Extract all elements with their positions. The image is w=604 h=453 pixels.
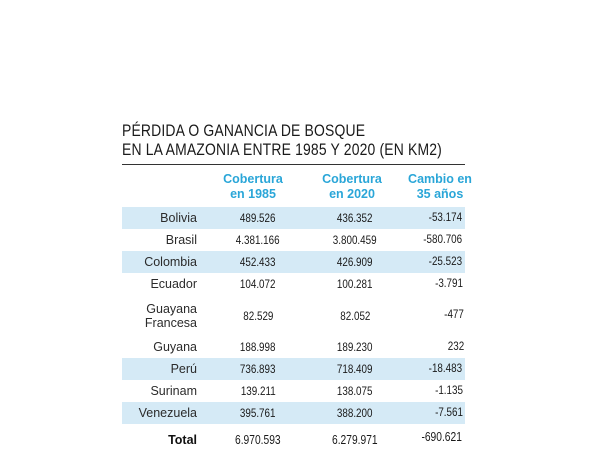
- header-cobertura-1985: Cobertura en 1985: [223, 172, 283, 201]
- cobertura-2020-value: 138.075: [337, 384, 373, 398]
- table-row: [122, 380, 465, 402]
- cobertura-1985-value: 139.211: [240, 384, 276, 398]
- country-name: Perú: [170, 362, 197, 376]
- country-name: Venezuela: [138, 406, 197, 420]
- table-row: [122, 358, 465, 380]
- cobertura-1985-value: 104.072: [240, 277, 276, 291]
- total-2020-value: 6.279.971: [332, 433, 378, 447]
- cambio-value: -18.483: [428, 361, 463, 375]
- cobertura-2020-value: 436.352: [337, 211, 373, 225]
- cobertura-2020-value: 388.200: [337, 406, 373, 420]
- cobertura-1985-value: 4.381.166: [236, 233, 280, 247]
- country-name: Bolivia: [160, 211, 197, 225]
- table-row: [122, 229, 465, 251]
- cobertura-1985-value: 82.529: [242, 308, 274, 323]
- table-row: [122, 295, 465, 336]
- cobertura-1985-value: 736.893: [240, 362, 276, 376]
- total-label: Total: [168, 433, 197, 447]
- title-line-1: PÉRDIDA O GANANCIA DE BOSQUE: [122, 121, 366, 140]
- country-name: Colombia: [144, 255, 197, 269]
- table-row: [122, 207, 465, 229]
- country-name: Guayana Francesa: [144, 301, 197, 330]
- country-name: Surinam: [150, 384, 197, 398]
- cambio-value: -1.135: [435, 383, 463, 397]
- table-title: [122, 121, 442, 159]
- cambio-value: -53.174: [428, 210, 463, 224]
- cobertura-2020-value: 426.909: [337, 255, 373, 269]
- cobertura-2020-value: 82.052: [339, 308, 371, 323]
- cobertura-1985-value: 395.761: [240, 406, 276, 420]
- cobertura-2020-value: 718.409: [337, 362, 373, 376]
- title-line-2: EN LA AMAZONIA ENTRE 1985 Y 2020 (EN KM2): [122, 140, 443, 159]
- cobertura-1985-value: 489.526: [240, 211, 276, 225]
- total-row: [122, 427, 465, 453]
- cobertura-2020-value: 100.281: [337, 277, 373, 291]
- cambio-value: -7.561: [435, 405, 463, 419]
- country-name: Ecuador: [150, 277, 197, 291]
- cobertura-2020-value: 3.800.459: [333, 233, 377, 247]
- forest-table: [122, 207, 465, 453]
- total-1985-value: 6.970.593: [235, 433, 281, 447]
- title-underline: [122, 164, 465, 165]
- cambio-value: -477: [444, 307, 464, 321]
- cobertura-1985-value: 188.998: [240, 340, 276, 354]
- cambio-value: -25.523: [428, 254, 463, 268]
- cobertura-2020-value: 189.230: [337, 340, 373, 354]
- total-cambio-value: -690.621: [421, 430, 462, 444]
- cambio-value: -580.706: [422, 232, 462, 246]
- country-name: Guyana: [153, 340, 197, 354]
- table-row: [122, 336, 465, 358]
- cambio-value: 232: [447, 339, 465, 353]
- cobertura-1985-value: 452.433: [240, 255, 276, 269]
- table-row: [122, 251, 465, 273]
- country-name: Brasil: [165, 233, 197, 247]
- header-cobertura-2020: Cobertura en 2020: [322, 172, 382, 201]
- cambio-value: -3.791: [435, 276, 463, 290]
- table-row: [122, 273, 465, 295]
- header-cambio: Cambio en 35 años: [408, 172, 472, 201]
- table-row: [122, 402, 465, 424]
